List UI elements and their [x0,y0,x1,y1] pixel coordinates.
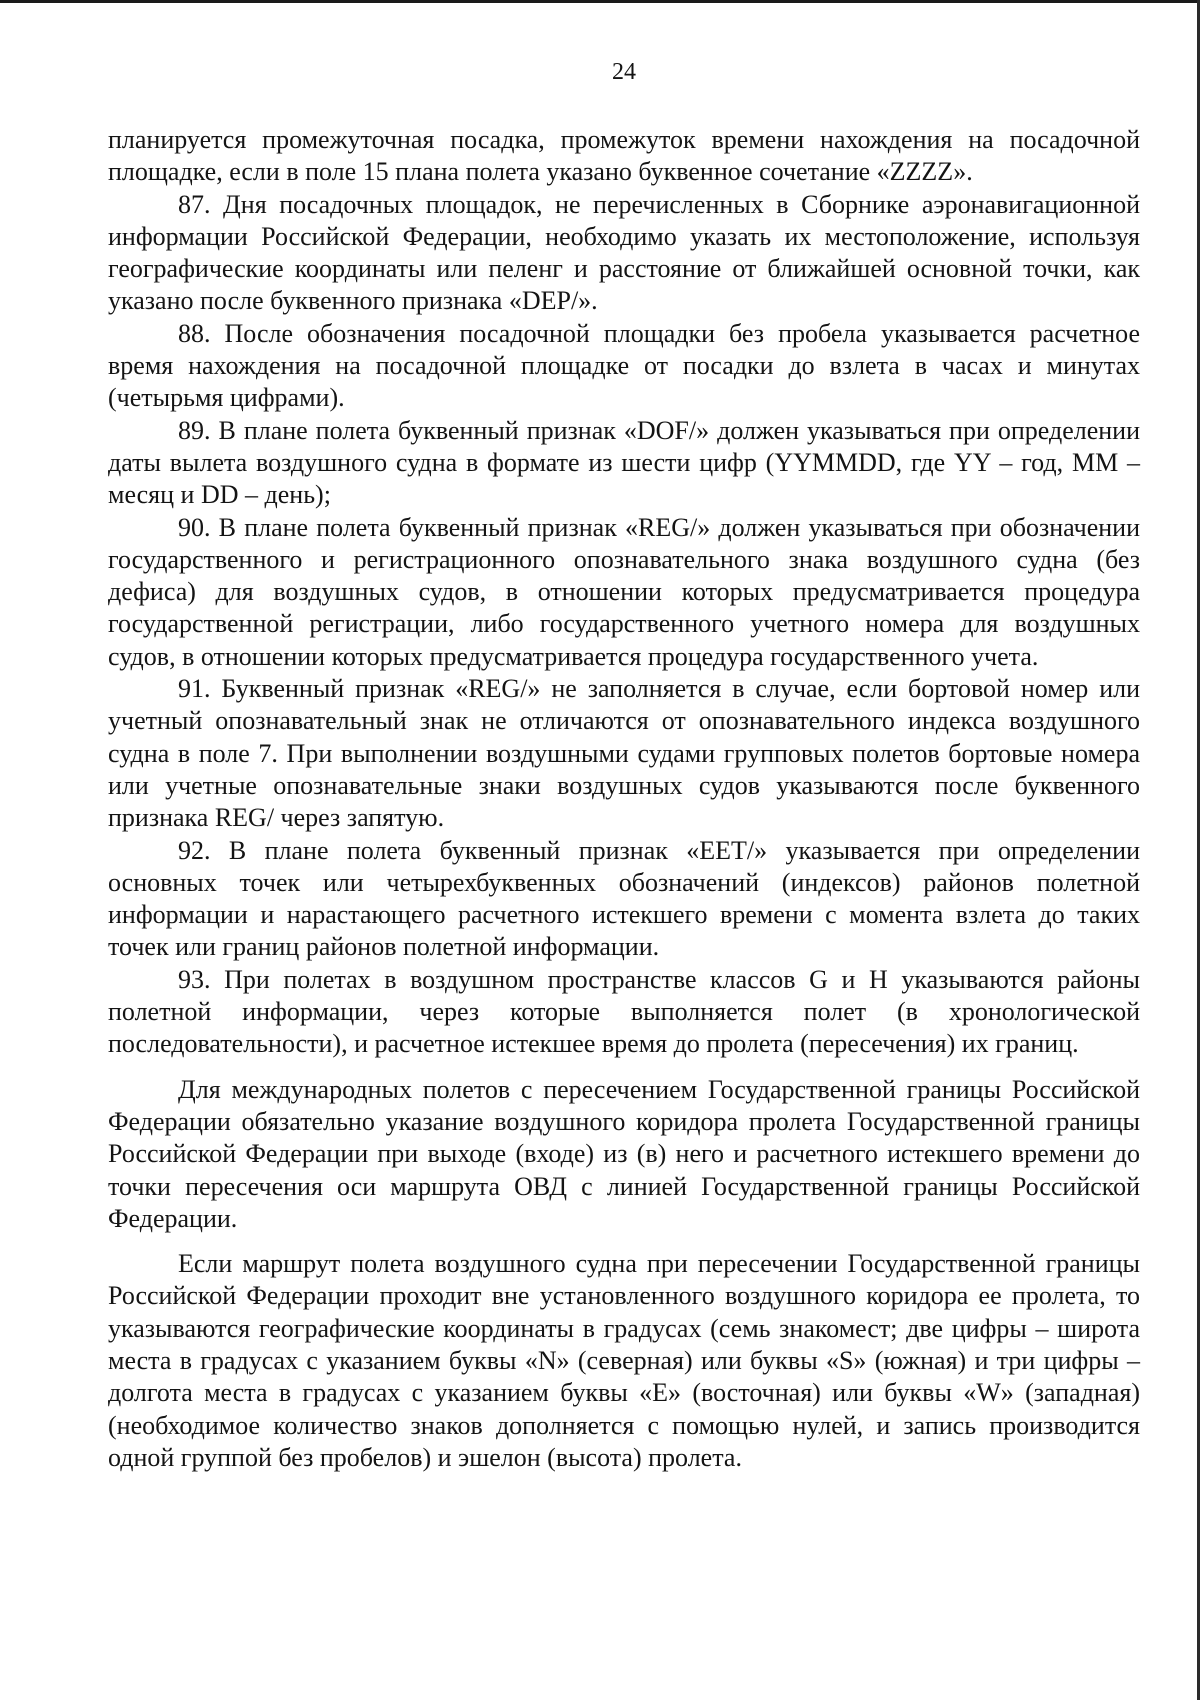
paragraph-item-92: 92. В плане полета буквенный признак «EET/» указывается при определении основных точек или четырехбуквенных обозначений (индексов) районов полетной информации и нарастающего расчетного истекшего времени с момента взлета до таких точек или границ районов полетной информации. [108,835,1140,962]
paragraph-item-91: 91. Буквенный признак «REG/» не заполняется в случае, если бортовой номер или учетный опознавательный знак не отличаются от опознавательного индекса воздушного судна в поле 7. При выполнении воздушными судами групповых полетов бортовые номера или учетные опознавательные знаки воздушных судов указываются после буквенного признака REG/ через запятую. [108,674,1140,833]
paragraph-item-89: 89. В плане полета буквенный признак «DOF/» должен указываться при определении даты вылета воздушного судна в формате из шести цифр (YYMMDD, где YY – год, MM – месяц и DD – день); [108,415,1141,510]
scan-border-top [0,0,1200,3]
paragraph-item-93: 93. При полетах в воздушном пространстве классов G и H указываются районы полетной информации, через которые выполняется полет (в хронологической последовательности), и расчетное истекшее время до пролета (пересечения) их границ. [108,964,1140,1059]
paragraph-item-88: 88. После обозначения посадочной площадки без пробела указывается расчетное время нахождения на посадочной площадке от посадки до взлета в часах и минутах (четырьмя цифрами). [108,318,1140,413]
page-number: 24 [612,59,636,85]
paragraph-item-87: 87. Дня посадочных площадок, не перечисленных в Сборнике аэронавигационной информации Российской Федерации, необходимо указать их местоположение, используя географические координаты или пеленг и расстояние от ближайшей основной точки, как указано после буквенного признака «DEP/». [108,189,1140,316]
paragraph-continuation: планируется промежуточная посадка, промежуток времени нахождения на посадочной площадке, если в поле 15 плана полета указано буквенное сочетание «ZZZZ». [108,125,1140,187]
document-page [108,58,1140,1474]
paragraph-international-flights: Для международных полетов с пересечением Государственной границы Российской Федерации обязательно указание воздушного коридора пролета Государственной границы Российской Федерации при выходе (входе) из (в) него и расчетного истекшего времени до точки пересечения оси маршрута ОВД с линией Государственной границы Российской Федерации. [108,1074,1140,1233]
paragraph-outside-corridor: Если маршрут полета воздушного судна при пересечении Государственной границы Российской Федерации проходит вне установленного воздушного коридора ее пролета, то указываются географические координаты в градусах (семь знакомест; две цифры – широта места в градусах с указанием буквы «N» (северная) или буквы «S» (южная) и три цифры – долгота места в градусах с указанием буквы «E» (восточная) или буквы «W» (западная) (необходимое количество знаков дополняется с помощью нулей, и запись производится одной группой без пробелов) и эшелон (высота) пролета. [108,1249,1140,1472]
paragraph-item-90: 90. В плане полета буквенный признак «REG/» должен указываться при обозначении государственного и регистрационного опознавательного знака воздушного судна (без дефиса) для воздушных судов, в отношении которых предусматривается процедура государственной регистрации, либо государственного учетного номера для воздушных судов, в отношении которых предусматривается процедура государственного учета. [108,512,1140,671]
